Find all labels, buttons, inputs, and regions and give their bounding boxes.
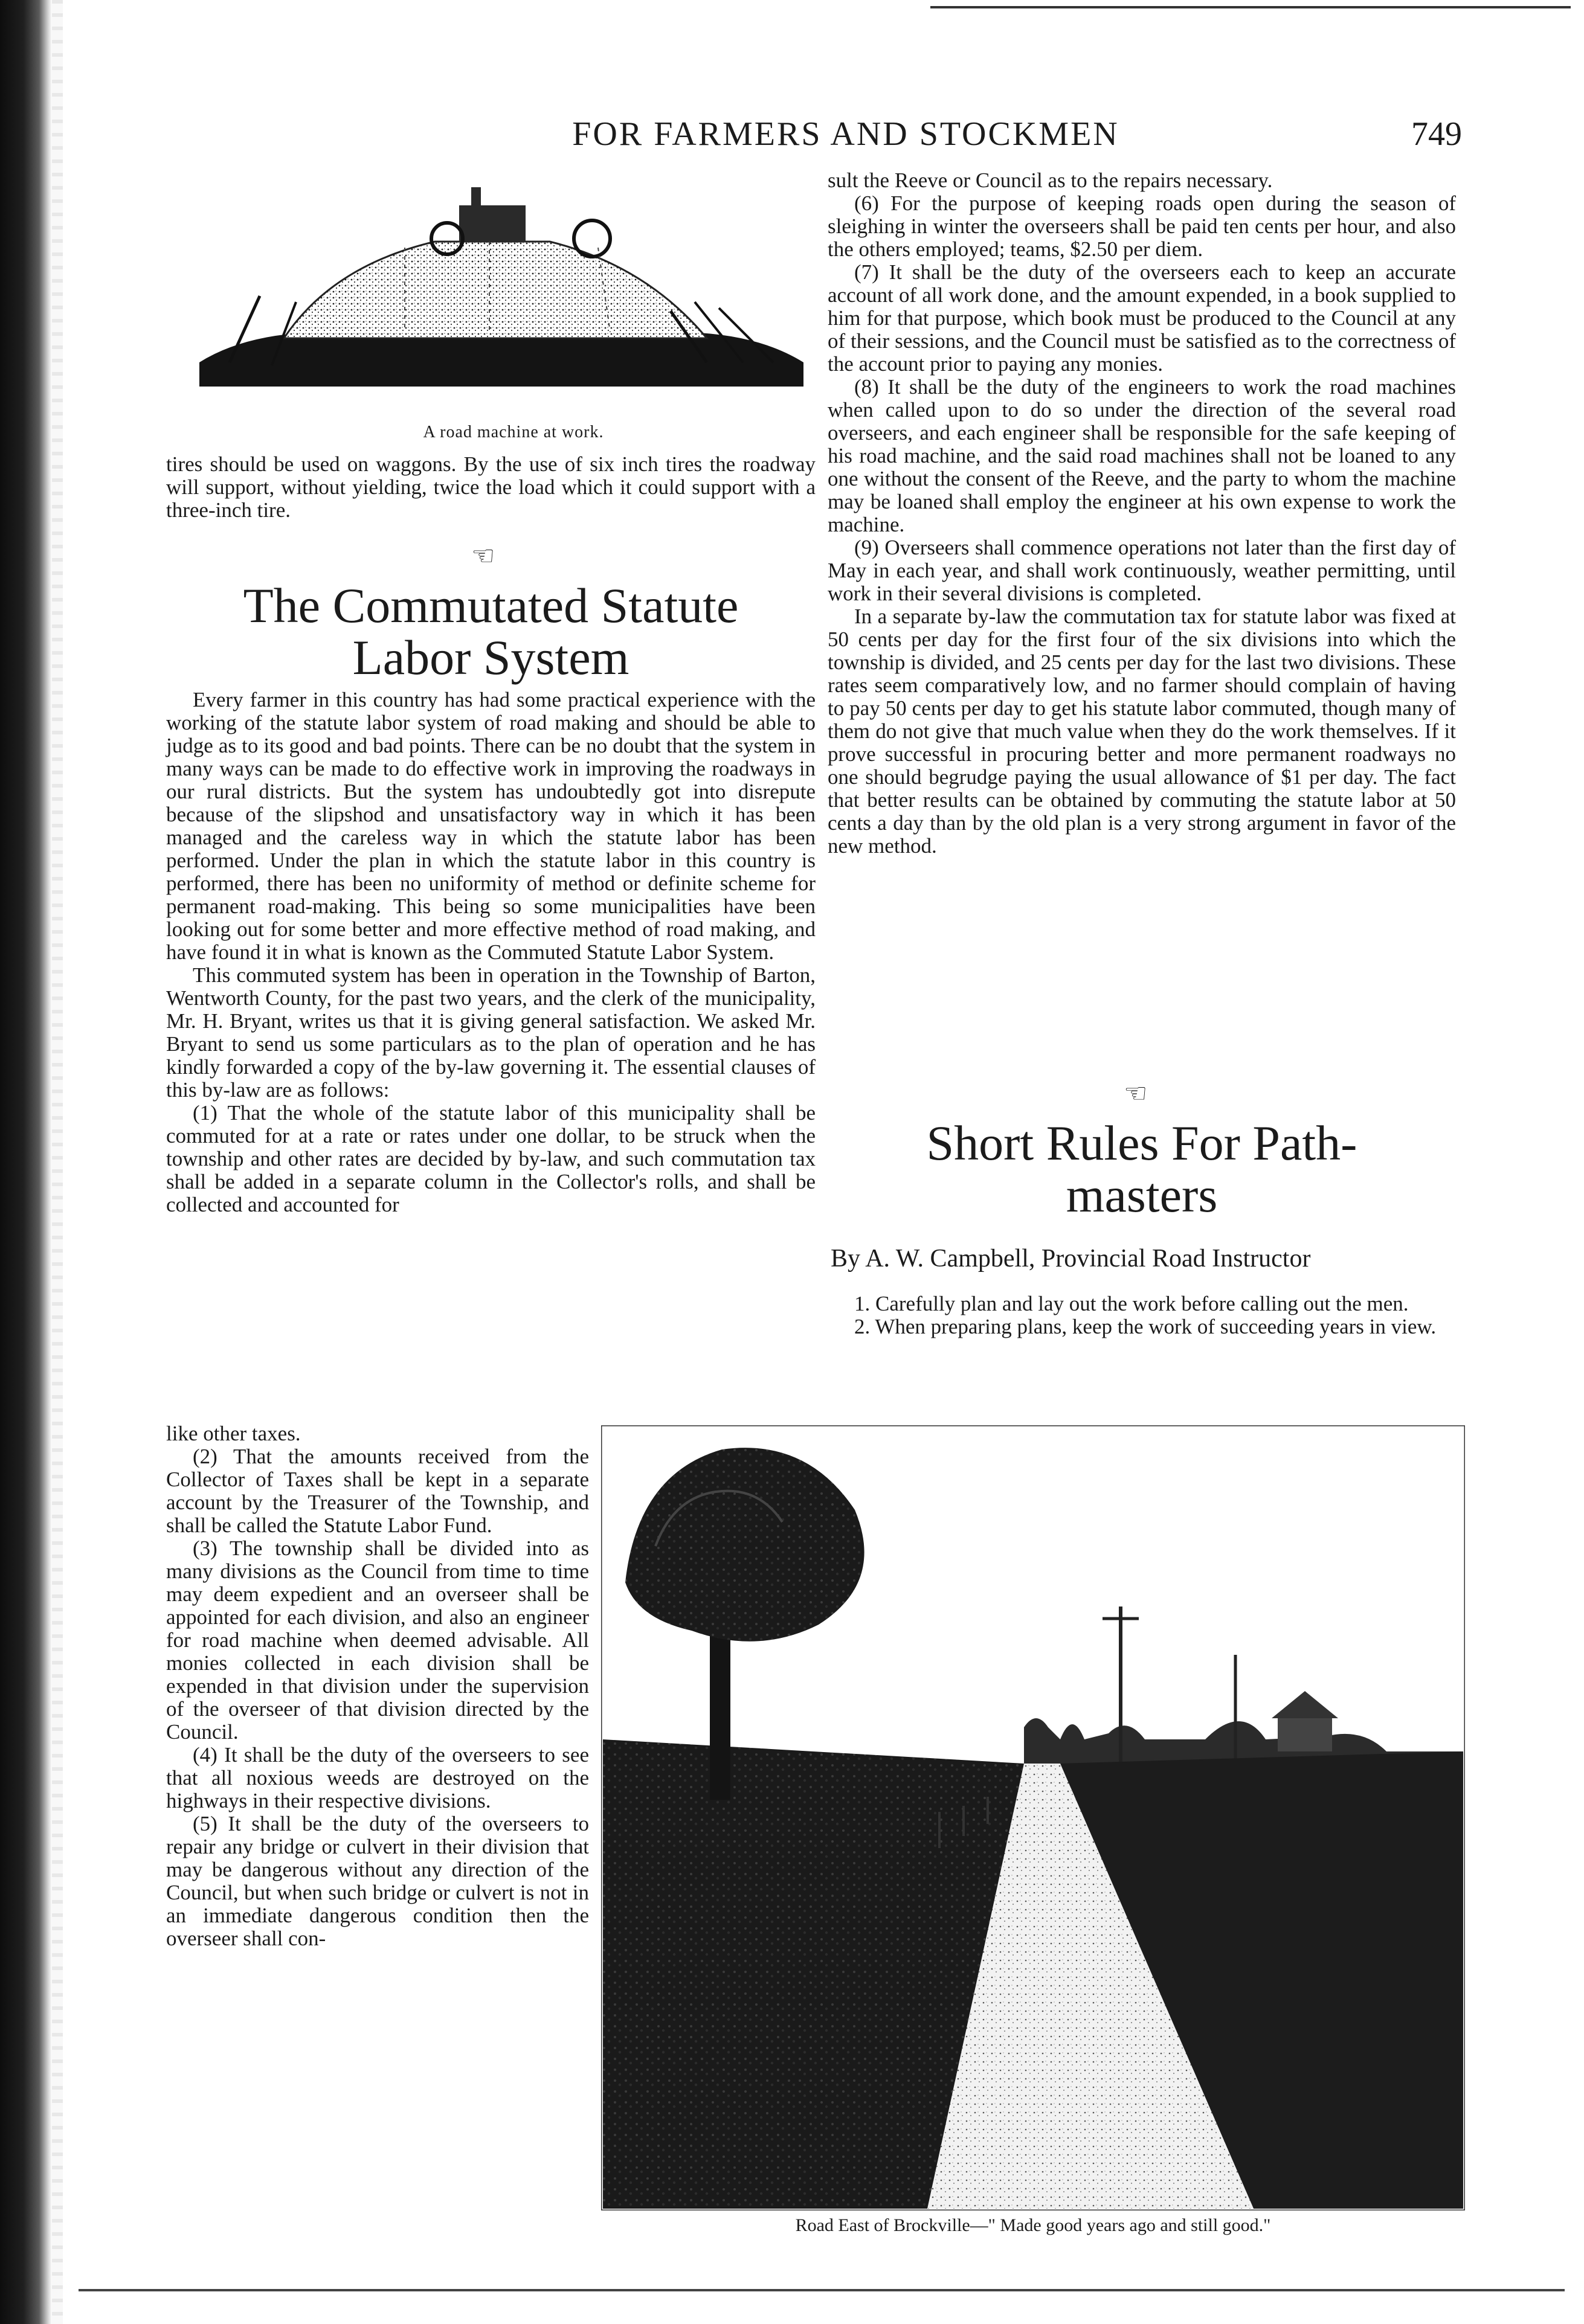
paragraph: (4) It shall be the duty of the overseers to see that all noxious weeds are destroyed on the highways in their respective divisions. [166, 1743, 589, 1812]
bottom-rule [79, 2289, 1565, 2291]
paragraph: Every farmer in this country has had some practical experience with the working of the statute labor system of road making and should be able to judge as to its good and bad points. There can be no doubt that the system in many ways can be made to do effective work in improving the roadways in our rural districts. But the system has undoubtedly got into disrepute because of the slipshod and unsatisfactory way in which it has been managed and the careless way in which the statute labor has been performed. Under the plan in which the statute labor in this country is performed, there has been no uniformity of method or definite scheme for permanent road-making. This being so some municipalities have been looking out for some better and more effective method of road making, and have found it in what is known as the Commuted Statute Labor System. [166, 688, 816, 964]
article-title-pathmasters [828, 1117, 1456, 1221]
title-line-1: Short Rules For Path- [926, 1115, 1357, 1170]
paragraph: (2) That the amounts received from the Collector of Taxes shall be kept in a separate account by the Treasurer of the Township, and shall be called the Statute Labor Fund. [166, 1445, 589, 1537]
byline: By A. W. Campbell, Provincial Road Instructor [831, 1245, 1311, 1273]
title-line-2: masters [1066, 1167, 1218, 1222]
rules-list [828, 1292, 1456, 1338]
left-column-narrow [166, 1422, 589, 1950]
top-rule [930, 6, 1571, 8]
figure-caption: A road machine at work. [423, 423, 604, 441]
running-head: FOR FARMERS AND STOCKMEN [572, 115, 1119, 153]
page-binding-shadow [0, 0, 52, 2324]
paragraph: (6) For the purpose of keeping roads open during the season of sleighing in winter the overseers shall be paid ten cents per hour, and also the others employed; teams, $2.50 per diem. [828, 191, 1456, 261]
rule-item: 2. When preparing plans, keep the work of succeeding years in view. [854, 1315, 1437, 1338]
paragraph: (9) Overseers shall commence operations not later than the first day of May in each year, and shall work continuously, weather permitting, until work in their several divisions is completed. [828, 536, 1456, 605]
hand-ornament-icon: ☜ [1124, 1078, 1148, 1109]
road-machine-illustration [175, 181, 828, 399]
hand-ornament-icon: ☜ [471, 541, 495, 571]
paragraph: like other taxes. [166, 1422, 301, 1445]
page-number: 749 [1411, 115, 1462, 153]
paragraph: (5) It shall be the duty of the overseers to repair any bridge or culvert in their division that may be dangerous without any direction of the Council, but when such bridge or culvert is not in an immediate dangerous condition then the overseer shall con- [166, 1812, 589, 1950]
page-edge-texture [52, 0, 63, 2324]
article-title-commutated [166, 580, 816, 684]
title-line-2: Labor System [352, 630, 629, 685]
right-column-body [828, 169, 1456, 858]
paragraph: In a separate by-law the commutation tax for statute labor was fixed at 50 cents per day for the first four of the six divisions into which the township is divided, and 25 cents per day for the last two divisions. These rates seem comparatively low, and no farmer should complain of having to pay 50 cents per day to get his statute labor commuted, though many of them do not give that much value when they do the work themselves. If it prove successful in procuring better and more permanent roadways no one should begrudge paying the usual allowance of $1 per day. The fact that better results can be obtained by commuting the statute labor at 50 cents a day than by the old plan is a very strong argument in favor of the new method. [828, 605, 1456, 858]
paragraph: (8) It shall be the duty of the engineers to work the road machines when called upon to do so under the direction of the several road overseers, and each engineer shall be responsible for the safe keeping of his road machine, and the said road machines shall not be loaned to any one without the consent of the Reeve, and the party to whom the machine may be loaned shall employ the engineer at his own expense to work the machine. [828, 375, 1456, 536]
paragraph: This commuted system has been in operation in the Township of Barton, Wentworth County, for the past two years, and the clerk of the municipality, Mr. H. Bryant, writes us that it is giving general satisfaction. We asked Mr. Bryant to send us some particulars as to the plan of operation and he has kindly forwarded a copy of the by-law governing it. The essential clauses of this by-law are as follows: [166, 963, 816, 1102]
title-line-1: The Commutated Statute [243, 578, 739, 633]
left-column-intro [166, 453, 816, 522]
paragraph: sult the Reeve or Council as to the repairs necessary. [828, 169, 1273, 192]
photo-caption: Road East of Brockville—" Made good years ago and still good." [795, 2215, 1271, 2235]
paragraph: (1) That the whole of the statute labor of this municipality shall be commuted for at a rate or rates under one dollar, to be struck when the township and other rates are decided by by-law, and such commutation tax shall be added in a separate column in the Collector's rolls, and shall be collected and accounted for [166, 1101, 816, 1216]
rule-item: 1. Carefully plan and lay out the work before calling out the men. [854, 1292, 1409, 1315]
paragraph: (7) It shall be the duty of the overseers each to keep an accurate account of all work done, and the amount expended, in a book supplied to him for that purpose, which book must be produced to the Council at any of their sessions, and the Council must be satisfied as to the correctness of the account prior to paying any monies. [828, 260, 1456, 376]
road-photograph [601, 1425, 1465, 2210]
paragraph: (3) The township shall be divided into as many divisions as the Council from time to time may deem expedient and an overseer shall be appointed for each division, and also an engineer for road machine when deemed advisable. All monies collected in each division shall be expended in that division under the supervision of the overseer of that division directed by the Council. [166, 1536, 589, 1744]
intro-paragraph: tires should be used on waggons. By the use of six inch tires the roadway will support, without yielding, twice the load which it could support with a three-inch tire. [166, 452, 816, 522]
left-column-body [166, 689, 816, 1216]
